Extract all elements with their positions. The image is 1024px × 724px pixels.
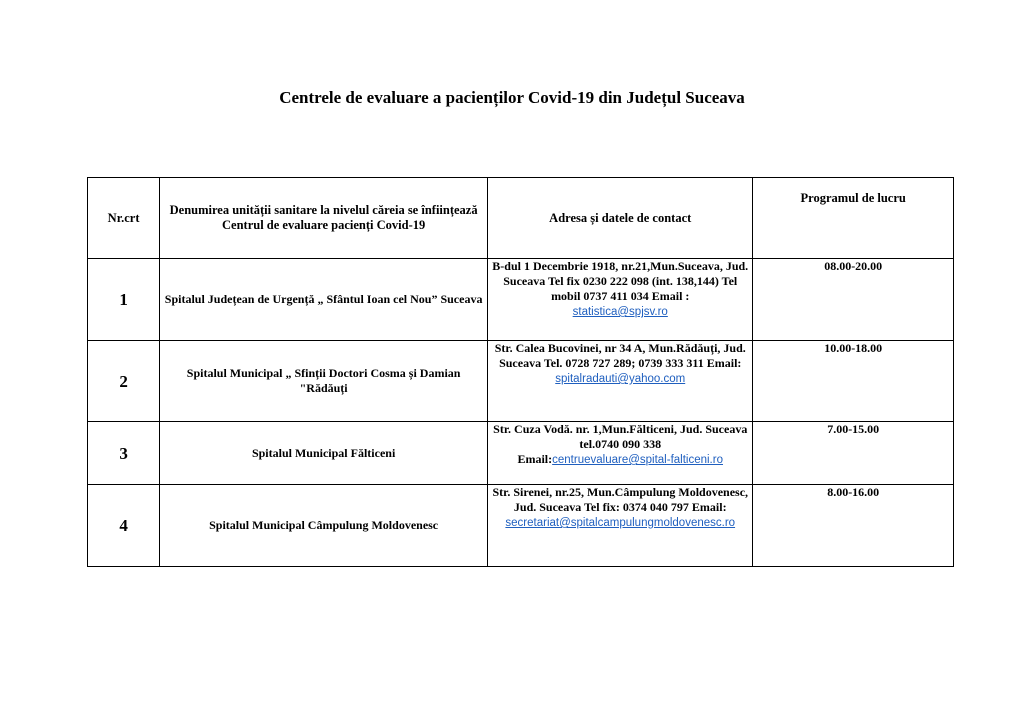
address-text: Str. Calea Bucovinei, nr 34 A, Mun.Rădăuți, Jud. Suceava Tel. 0728 727 289; 0739 333 311 Email: [494,341,746,370]
header-nr: Nr.crt [88,178,160,259]
table-row [88,422,954,485]
table-header-row [88,178,954,259]
address-contact [488,422,753,485]
work-hours: 8.00-16.00 [753,485,954,567]
table-row [88,259,954,341]
email-link[interactable]: secretariat@spitalcampulungmoldovenesc.ro [505,517,736,529]
row-number: 2 [88,341,160,422]
row-number: 4 [88,485,160,567]
covid-centers-table [87,177,954,567]
email-link[interactable]: spitalradauti@yahoo.com [555,373,686,385]
address-text: B-dul 1 Decembrie 1918, nr.21,Mun.Suceava, Jud. Suceava Tel fix 0230 222 098 (int. 138,144) Tel mobil 0737 411 034 Email : [492,259,749,303]
table-row [88,485,954,567]
header-program: Programul de lucru [753,178,954,259]
table-row [88,341,954,422]
work-hours: 10.00-18.00 [753,341,954,422]
hospital-name: Spitalul Municipal „ Sfinții Doctori Cosma și Damian "Rădăuți [160,341,488,422]
hospital-name: Spitalul Municipal Câmpulung Moldovenesc [160,485,488,567]
header-name: Denumirea unității sanitare la nivelul căreia se înființează Centrul de evaluare pacienți Covid-19 [160,178,488,259]
email-link[interactable]: statistica@spjsv.ro [572,306,668,318]
hospital-name: Spitalul Municipal Fălticeni [160,422,488,485]
email-link[interactable]: centruevaluare@spital-falticeni.ro [552,454,723,466]
address-contact [488,259,753,341]
header-address: Adresa și datele de contact [488,178,753,259]
address-contact [488,341,753,422]
hospital-name: Spitalul Județean de Urgență „ Sfântul Ioan cel Nou” Suceava [160,259,488,341]
work-hours: 7.00-15.00 [753,422,954,485]
address-text: Str. Cuza Vodă. nr. 1,Mun.Fălticeni, Jud. Suceava tel.0740 090 338 [493,422,748,451]
work-hours: 08.00-20.00 [753,259,954,341]
address-text: Str. Sirenei, nr.25, Mun.Câmpulung Moldovenesc, Jud. Suceava Tel fix: 0374 040 797 Email: [492,485,749,514]
page-title: Centrele de evaluare a pacienților Covid-19 din Județul Suceava [279,88,745,107]
address-contact [488,485,753,567]
row-number: 1 [88,259,160,341]
row-number: 3 [88,422,160,485]
email-label: Email: [517,452,553,466]
